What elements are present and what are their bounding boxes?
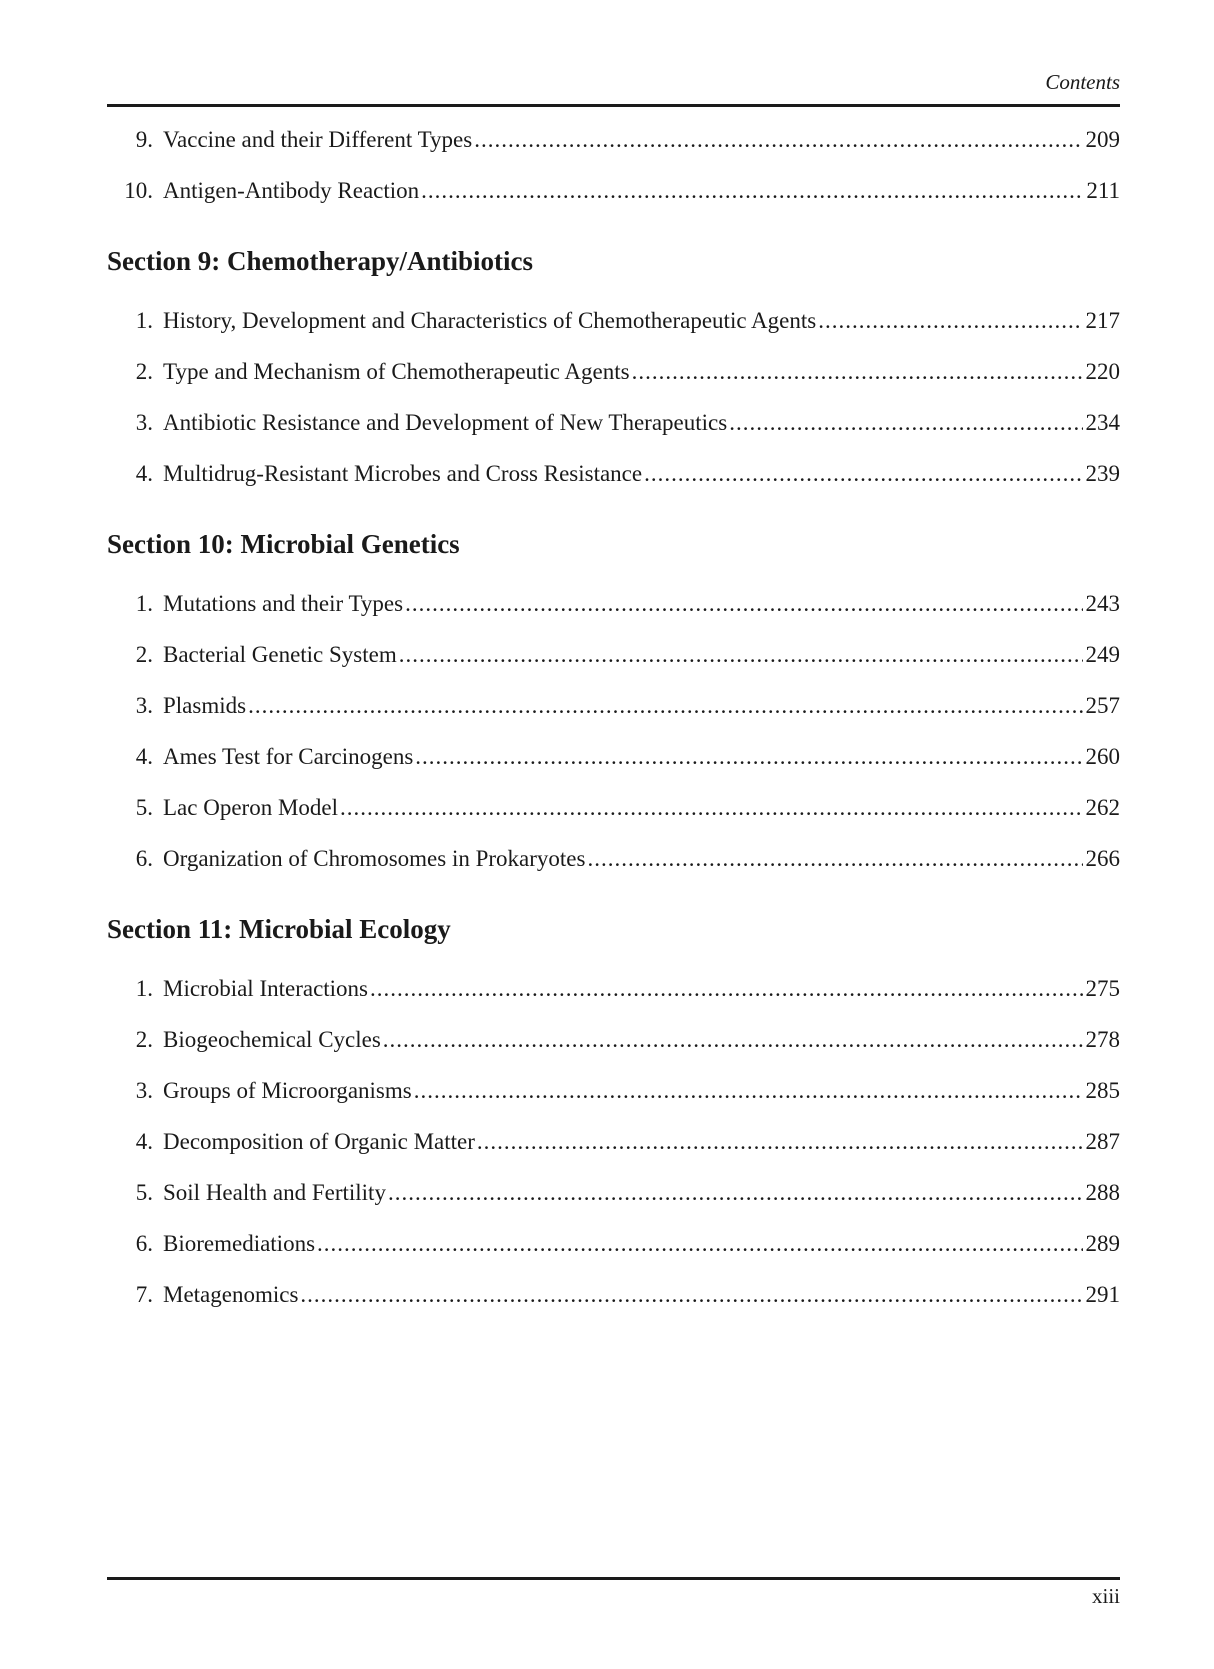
entry-page-number: 234	[1085, 410, 1120, 435]
entry-title: Ames Test for Carcinogens	[163, 744, 414, 769]
entry-number: 10.	[124, 178, 153, 203]
entry-number: 6.	[135, 1231, 153, 1256]
entry-title: Vaccine and their Different Types	[163, 127, 473, 152]
entry-title: Soil Health and Fertility	[163, 1180, 386, 1205]
dot-leader	[370, 963, 1082, 1014]
continued-entries	[107, 114, 1120, 216]
entry-number: 9.	[135, 127, 153, 152]
toc-section-11	[107, 907, 1120, 1320]
entry-number: 7.	[135, 1282, 153, 1307]
dot-leader	[632, 346, 1083, 397]
dot-leader	[414, 1065, 1083, 1116]
entry-number: 5.	[135, 1180, 153, 1205]
entry-number: 2.	[135, 359, 153, 384]
entry-page-number: 275	[1085, 976, 1120, 1001]
entry-number: 3.	[135, 410, 153, 435]
entry-title: Lac Operon Model	[163, 795, 338, 820]
entry-number: 6.	[135, 846, 153, 871]
table-of-contents	[107, 114, 1120, 1320]
entry-page-number: 209	[1085, 127, 1120, 152]
dot-leader	[415, 731, 1082, 782]
entry-number: 2.	[135, 642, 153, 667]
page-folio: xiii	[1091, 1584, 1120, 1608]
entry-title: Bacterial Genetic System	[163, 642, 397, 667]
entry-title: Antigen-Antibody Reaction	[163, 178, 420, 203]
entry-page-number: 217	[1085, 308, 1120, 333]
dot-leader	[818, 295, 1082, 346]
dot-leader	[587, 833, 1082, 884]
entry-number: 4.	[135, 461, 153, 486]
toc-entry	[107, 1167, 1120, 1218]
entry-page-number: 257	[1085, 693, 1120, 718]
entry-number: 3.	[135, 1078, 153, 1103]
entry-number: 2.	[135, 1027, 153, 1052]
entry-number: 1.	[135, 591, 153, 616]
entry-page-number: 262	[1085, 795, 1120, 820]
toc-entry	[107, 1269, 1120, 1320]
entry-title: Microbial Interactions	[163, 976, 369, 1001]
entry-title: Antibiotic Resistance and Development of New Therapeutics	[163, 410, 728, 435]
toc-entry	[107, 114, 1120, 165]
entry-title: Plasmids	[163, 693, 247, 718]
entry-number: 3.	[135, 693, 153, 718]
entry-page-number: 260	[1085, 744, 1120, 769]
toc-entry	[107, 448, 1120, 499]
entry-title: Type and Mechanism of Chemotherapeutic Agents	[163, 359, 630, 384]
book-page	[107, 0, 1120, 1669]
entry-page-number: 287	[1085, 1129, 1120, 1154]
dot-leader	[340, 782, 1083, 833]
entry-page-number: 243	[1085, 591, 1120, 616]
entry-page-number: 211	[1086, 178, 1120, 203]
toc-entry	[107, 295, 1120, 346]
entry-title: Mutations and their Types	[163, 591, 404, 616]
entry-page-number: 220	[1085, 359, 1120, 384]
toc-entry	[107, 1116, 1120, 1167]
entry-page-number: 291	[1085, 1282, 1120, 1307]
dot-leader	[248, 680, 1082, 731]
toc-entry	[107, 963, 1120, 1014]
entry-page-number: 278	[1085, 1027, 1120, 1052]
toc-entry	[107, 1014, 1120, 1065]
entry-title: Biogeochemical Cycles	[163, 1027, 381, 1052]
toc-entry	[107, 165, 1120, 216]
entry-title: Organization of Chromosomes in Prokaryotes	[163, 846, 586, 871]
entry-title: History, Development and Characteristics of Chemotherapeutic Agents	[163, 308, 817, 333]
entry-title: Decomposition of Organic Matter	[163, 1129, 475, 1154]
dot-leader	[421, 165, 1083, 216]
entry-page-number: 288	[1085, 1180, 1120, 1205]
entry-title: Multidrug-Resistant Microbes and Cross Resistance	[163, 461, 643, 486]
entry-page-number: 239	[1085, 461, 1120, 486]
dot-leader	[300, 1269, 1082, 1320]
dot-leader	[474, 114, 1082, 165]
toc-entry	[107, 346, 1120, 397]
entry-page-number: 289	[1085, 1231, 1120, 1256]
dot-leader	[383, 1014, 1083, 1065]
header-rule	[107, 104, 1120, 107]
dot-leader	[477, 1116, 1083, 1167]
entry-number: 1.	[135, 976, 153, 1001]
entry-page-number: 249	[1085, 642, 1120, 667]
entry-page-number: 266	[1085, 846, 1120, 871]
dot-leader	[317, 1218, 1082, 1269]
toc-entry	[107, 782, 1120, 833]
entry-page-number: 285	[1085, 1078, 1120, 1103]
toc-section-9	[107, 239, 1120, 499]
toc-entry	[107, 731, 1120, 782]
entry-number: 1.	[135, 308, 153, 333]
running-head: Contents	[1045, 70, 1120, 94]
toc-entry	[107, 833, 1120, 884]
toc-entry	[107, 397, 1120, 448]
toc-entry	[107, 1218, 1120, 1269]
dot-leader	[399, 629, 1083, 680]
section-heading: Section 11: Microbial Ecology	[107, 914, 451, 944]
entry-number: 4.	[135, 744, 153, 769]
entry-number: 5.	[135, 795, 153, 820]
dot-leader	[644, 448, 1082, 499]
toc-entry	[107, 578, 1120, 629]
toc-section-10	[107, 522, 1120, 884]
toc-entry	[107, 680, 1120, 731]
entry-number: 4.	[135, 1129, 153, 1154]
footer-rule	[107, 1577, 1120, 1580]
toc-entry	[107, 1065, 1120, 1116]
entry-title: Groups of Microorganisms	[163, 1078, 412, 1103]
dot-leader	[729, 397, 1082, 448]
toc-entry	[107, 629, 1120, 680]
section-heading: Section 10: Microbial Genetics	[107, 529, 460, 559]
section-heading: Section 9: Chemotherapy/Antibiotics	[107, 246, 533, 276]
entry-title: Bioremediations	[163, 1231, 316, 1256]
entry-title: Metagenomics	[163, 1282, 299, 1307]
dot-leader	[388, 1167, 1083, 1218]
dot-leader	[405, 578, 1082, 629]
